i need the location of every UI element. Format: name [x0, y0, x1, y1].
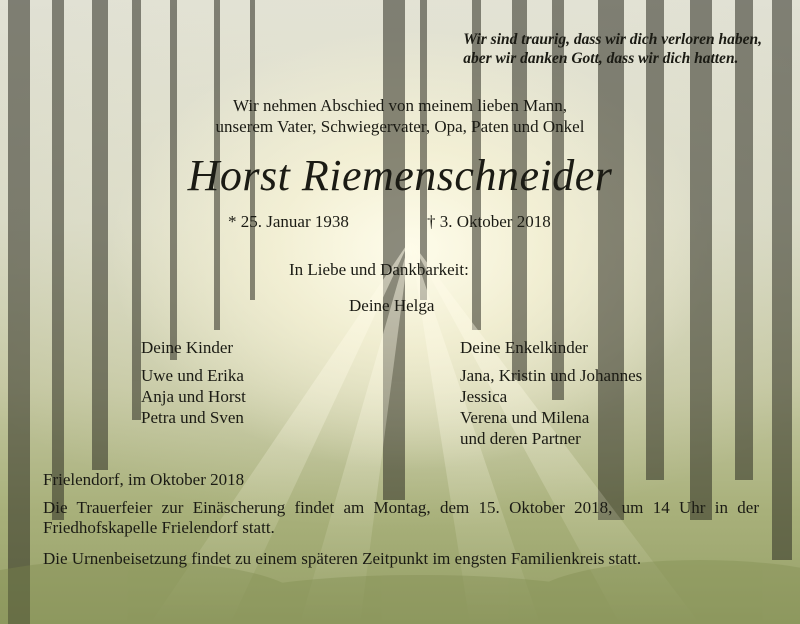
- quote-line: Wir sind traurig, dass wir dich verloren haben,: [463, 31, 762, 48]
- deceased-name: Horst Riemenschneider: [187, 151, 613, 200]
- quote: [463, 30, 762, 68]
- death-date: † 3. Oktober 2018: [427, 212, 551, 231]
- intro-text: [0, 95, 800, 137]
- list-item: Uwe und Erika: [141, 366, 244, 385]
- grandchildren-heading: Deine Enkelkinder: [460, 338, 588, 357]
- place-date: Frielendorf, im Oktober 2018: [43, 470, 245, 489]
- quote-line: aber wir danken Gott, dass wir dich hatten.: [463, 50, 739, 67]
- list-item: Jana, Kristin und Johannes: [460, 366, 643, 385]
- wife-name: Deine Helga: [349, 296, 435, 315]
- list-item: Jessica: [460, 387, 508, 406]
- list-item: und deren Partner: [460, 429, 581, 448]
- intro-line: Wir nehmen Abschied von meinem lieben Mann,: [232, 96, 568, 115]
- children-heading: Deine Kinder: [141, 338, 234, 357]
- birth-date: * 25. Januar 1938: [228, 212, 349, 231]
- children-list: [141, 365, 246, 428]
- burial-text: Die Urnenbeisetzung findet zu einem späteren Zeitpunkt im engsten Familienkreis statt.: [43, 549, 642, 568]
- intro-line: unserem Vater, Schwiegervater, Opa, Paten und Onkel: [215, 117, 585, 136]
- ceremony-text: Die Trauerfeier zur Einäscherung findet am Montag, dem 15. Oktober 2018, um 14 Uhr in der Friedhofskapelle Frielendorf statt.: [43, 498, 759, 537]
- love-line: In Liebe und Dankbarkeit:: [289, 260, 469, 279]
- list-item: Anja und Horst: [141, 387, 246, 406]
- grandchildren-list: [460, 365, 642, 449]
- list-item: Verena und Milena: [460, 408, 590, 427]
- list-item: Petra und Sven: [141, 408, 244, 427]
